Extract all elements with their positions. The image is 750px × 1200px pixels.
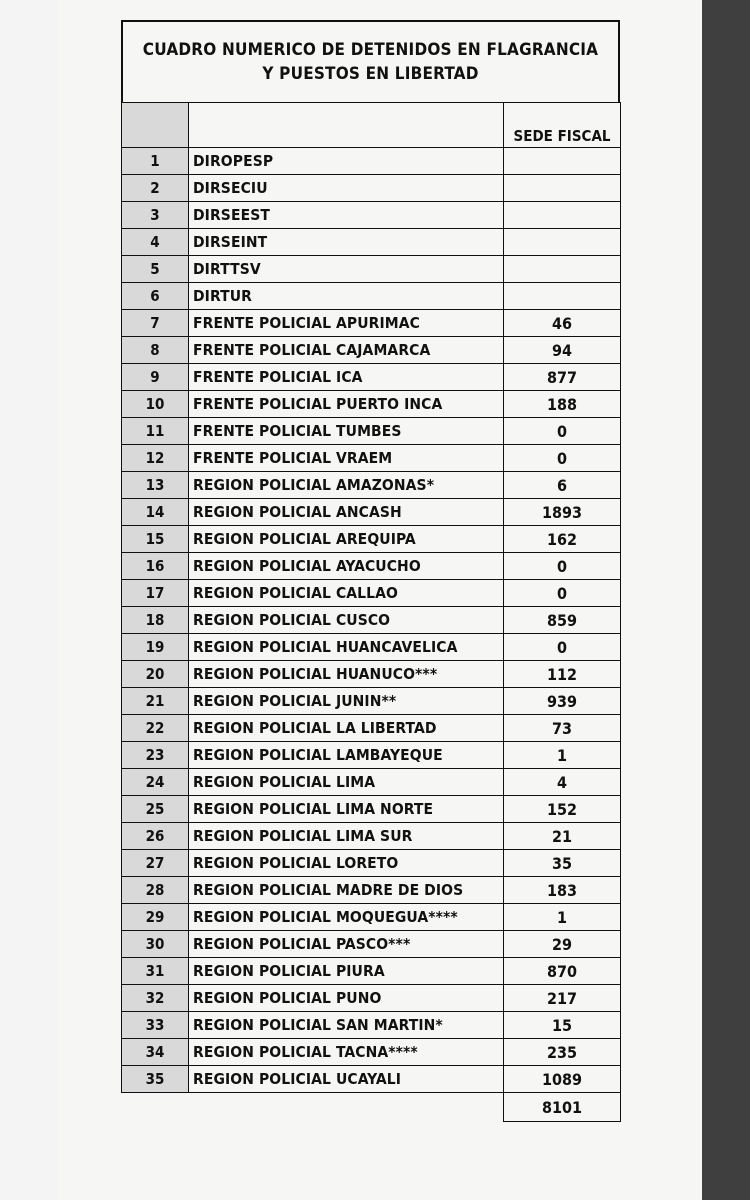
row-value: 73	[504, 715, 621, 742]
row-number: 8	[122, 337, 189, 364]
row-value	[504, 256, 621, 283]
row-number: 24	[122, 769, 189, 796]
row-number: 15	[122, 526, 189, 553]
table-row	[122, 931, 621, 958]
total-blank-1	[122, 1093, 189, 1122]
table-row	[122, 229, 621, 256]
table-row	[122, 796, 621, 823]
row-number: 31	[122, 958, 189, 985]
left-margin	[0, 0, 58, 1200]
table-row	[122, 580, 621, 607]
row-name: REGION POLICIAL JUNIN**	[189, 688, 504, 715]
row-number: 1	[122, 148, 189, 175]
row-value: 4	[504, 769, 621, 796]
row-number: 35	[122, 1066, 189, 1093]
row-value: 0	[504, 634, 621, 661]
header-row	[122, 103, 621, 148]
table-row	[122, 472, 621, 499]
row-name: REGION POLICIAL PIURA	[189, 958, 504, 985]
row-value: 21	[504, 823, 621, 850]
row-number: 29	[122, 904, 189, 931]
title-line-2: Y PUESTOS EN LIBERTAD	[262, 64, 479, 84]
table-row	[122, 823, 621, 850]
row-value: 1893	[504, 499, 621, 526]
right-margin	[702, 0, 750, 1200]
row-name: REGION POLICIAL PUNO	[189, 985, 504, 1012]
row-name: REGION POLICIAL MOQUEGUA****	[189, 904, 504, 931]
row-value: 183	[504, 877, 621, 904]
row-name: REGION POLICIAL SAN MARTIN*	[189, 1012, 504, 1039]
table-row	[122, 1066, 621, 1093]
row-number: 6	[122, 283, 189, 310]
row-number: 19	[122, 634, 189, 661]
row-value: 859	[504, 607, 621, 634]
table-row	[122, 175, 621, 202]
table-row	[122, 499, 621, 526]
row-value: 6	[504, 472, 621, 499]
row-value: 877	[504, 364, 621, 391]
row-value: 188	[504, 391, 621, 418]
row-number: 2	[122, 175, 189, 202]
table-row	[122, 1012, 621, 1039]
table-row	[122, 364, 621, 391]
row-number: 17	[122, 580, 189, 607]
row-name: REGION POLICIAL ANCASH	[189, 499, 504, 526]
row-value: 870	[504, 958, 621, 985]
table-row	[122, 850, 621, 877]
row-name: REGION POLICIAL LIMA NORTE	[189, 796, 504, 823]
row-name: DIRTUR	[189, 283, 504, 310]
row-value: 35	[504, 850, 621, 877]
row-number: 30	[122, 931, 189, 958]
table-row	[122, 742, 621, 769]
row-name: DIRSEEST	[189, 202, 504, 229]
row-name: REGION POLICIAL CALLAO	[189, 580, 504, 607]
row-number: 22	[122, 715, 189, 742]
row-number: 34	[122, 1039, 189, 1066]
table-row	[122, 877, 621, 904]
row-number: 23	[122, 742, 189, 769]
row-name: DIRTTSV	[189, 256, 504, 283]
table-row	[122, 607, 621, 634]
row-name: FRENTE POLICIAL TUMBES	[189, 418, 504, 445]
row-name: DIRSECIU	[189, 175, 504, 202]
row-value: 29	[504, 931, 621, 958]
detainees-table-document	[121, 20, 620, 1122]
row-name: FRENTE POLICIAL PUERTO INCA	[189, 391, 504, 418]
row-name: REGION POLICIAL TACNA****	[189, 1039, 504, 1066]
row-value: 94	[504, 337, 621, 364]
row-value	[504, 148, 621, 175]
column-header-sede-fiscal: SEDE FISCAL	[504, 103, 621, 148]
total-value: 8101	[504, 1093, 621, 1122]
table-row	[122, 661, 621, 688]
row-value: 0	[504, 418, 621, 445]
row-name: REGION POLICIAL AYACUCHO	[189, 553, 504, 580]
table-row	[122, 553, 621, 580]
row-number: 32	[122, 985, 189, 1012]
table-row	[122, 904, 621, 931]
row-number: 25	[122, 796, 189, 823]
table-row	[122, 634, 621, 661]
row-number: 9	[122, 364, 189, 391]
table-row	[122, 337, 621, 364]
row-name: FRENTE POLICIAL ICA	[189, 364, 504, 391]
row-name: REGION POLICIAL LIMA	[189, 769, 504, 796]
row-name: REGION POLICIAL AMAZONAS*	[189, 472, 504, 499]
row-value: 1	[504, 742, 621, 769]
table-row	[122, 418, 621, 445]
row-number: 10	[122, 391, 189, 418]
row-name: DIROPESP	[189, 148, 504, 175]
row-name: REGION POLICIAL LA LIBERTAD	[189, 715, 504, 742]
row-value: 235	[504, 1039, 621, 1066]
row-value: 939	[504, 688, 621, 715]
table-row	[122, 526, 621, 553]
table-row	[122, 985, 621, 1012]
row-number: 12	[122, 445, 189, 472]
row-name: REGION POLICIAL CUSCO	[189, 607, 504, 634]
table-row	[122, 688, 621, 715]
row-name: FRENTE POLICIAL CAJAMARCA	[189, 337, 504, 364]
row-value	[504, 175, 621, 202]
row-value: 152	[504, 796, 621, 823]
row-value: 0	[504, 553, 621, 580]
row-number: 20	[122, 661, 189, 688]
row-number: 11	[122, 418, 189, 445]
row-value: 15	[504, 1012, 621, 1039]
detainees-table	[121, 102, 621, 1122]
table-row	[122, 715, 621, 742]
table-row	[122, 769, 621, 796]
row-value	[504, 202, 621, 229]
table-row	[122, 256, 621, 283]
row-number: 26	[122, 823, 189, 850]
row-name: REGION POLICIAL LORETO	[189, 850, 504, 877]
row-name: FRENTE POLICIAL APURIMAC	[189, 310, 504, 337]
table-row	[122, 310, 621, 337]
row-number: 33	[122, 1012, 189, 1039]
row-name: REGION POLICIAL MADRE DE DIOS	[189, 877, 504, 904]
row-number: 21	[122, 688, 189, 715]
row-number: 27	[122, 850, 189, 877]
title-line-1: CUADRO NUMERICO DE DETENIDOS EN FLAGRANCIA	[142, 40, 599, 60]
header-name-cell	[189, 103, 504, 148]
table-row	[122, 445, 621, 472]
row-value: 162	[504, 526, 621, 553]
row-value	[504, 229, 621, 256]
row-value: 1	[504, 904, 621, 931]
row-name: REGION POLICIAL LAMBAYEQUE	[189, 742, 504, 769]
total-blank-2	[189, 1093, 504, 1122]
row-name: FRENTE POLICIAL VRAEM	[189, 445, 504, 472]
row-value: 1089	[504, 1066, 621, 1093]
row-number: 4	[122, 229, 189, 256]
row-name: REGION POLICIAL HUANUCO***	[189, 661, 504, 688]
row-value: 112	[504, 661, 621, 688]
row-value	[504, 283, 621, 310]
total-row	[122, 1093, 621, 1122]
row-number: 5	[122, 256, 189, 283]
row-number: 3	[122, 202, 189, 229]
row-name: REGION POLICIAL LIMA SUR	[189, 823, 504, 850]
row-number: 13	[122, 472, 189, 499]
table-row	[122, 148, 621, 175]
table-row	[122, 1039, 621, 1066]
header-number-cell	[122, 103, 189, 148]
row-number: 14	[122, 499, 189, 526]
row-name: DIRSEINT	[189, 229, 504, 256]
row-name: REGION POLICIAL AREQUIPA	[189, 526, 504, 553]
table-title	[121, 20, 620, 102]
table-row	[122, 958, 621, 985]
row-name: REGION POLICIAL UCAYALI	[189, 1066, 504, 1093]
table-row	[122, 202, 621, 229]
table-row	[122, 283, 621, 310]
row-value: 0	[504, 580, 621, 607]
row-number: 28	[122, 877, 189, 904]
row-value: 217	[504, 985, 621, 1012]
row-value: 46	[504, 310, 621, 337]
table-row	[122, 391, 621, 418]
row-value: 0	[504, 445, 621, 472]
row-number: 18	[122, 607, 189, 634]
row-name: REGION POLICIAL PASCO***	[189, 931, 504, 958]
row-number: 16	[122, 553, 189, 580]
row-name: REGION POLICIAL HUANCAVELICA	[189, 634, 504, 661]
row-number: 7	[122, 310, 189, 337]
